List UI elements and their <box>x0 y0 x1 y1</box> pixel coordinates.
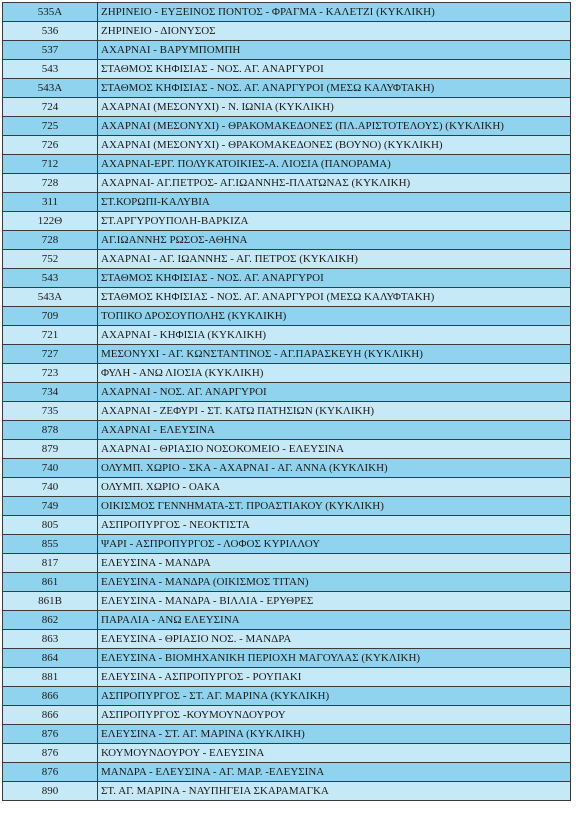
route-description: ΑΧΑΡΝΑΙ - ΖΕΦΥΡΙ - ΣΤ. ΚΑΤΩ ΠΑΤΗΣΙΩΝ (ΚΥΚΛΙΚΗ) <box>98 402 571 421</box>
route-number: 726 <box>3 136 98 155</box>
route-number: 740 <box>3 459 98 478</box>
route-number: 740 <box>3 478 98 497</box>
route-number: 861Β <box>3 592 98 611</box>
route-number: 721 <box>3 326 98 345</box>
route-description: ΟΛΥΜΠ. ΧΩΡΙΟ - ΟΑΚΑ <box>98 478 571 497</box>
table-row <box>3 269 571 288</box>
table-row <box>3 668 571 687</box>
table-row <box>3 687 571 706</box>
table-row <box>3 554 571 573</box>
table-row <box>3 345 571 364</box>
table-row <box>3 706 571 725</box>
route-number: 855 <box>3 535 98 554</box>
route-description: ΣΤΑΘΜΟΣ ΚΗΦΙΣΙΑΣ - ΝΟΣ. ΑΓ. ΑΝΑΡΓΥΡΟΙ (ΜΕΣΩ ΚΑΛΥΦΤΑΚΗ) <box>98 288 571 307</box>
route-description: ΤΟΠΙΚΟ ΔΡΟΣΟΥΠΟΛΗΣ (ΚΥΚΛΙΚΗ) <box>98 307 571 326</box>
route-description: ΑΧΑΡΝΑΙ - ΒΑΡΥΜΠΟΜΠΗ <box>98 41 571 60</box>
route-number: 817 <box>3 554 98 573</box>
table-row <box>3 440 571 459</box>
table-row <box>3 497 571 516</box>
route-description: ΕΛΕΥΣΙΝΑ - ΜΑΝΔΡΑ - ΒΙΛΛΙΑ - ΕΡΥΘΡΕΣ <box>98 592 571 611</box>
route-number: 863 <box>3 630 98 649</box>
route-number: 862 <box>3 611 98 630</box>
route-description: ΕΛΕΥΣΙΝΑ - ΜΑΝΔΡΑ <box>98 554 571 573</box>
table-row <box>3 79 571 98</box>
route-description: ΑΧΑΡΝΑΙ - ΚΗΦΙΣΙΑ (ΚΥΚΛΙΚΗ) <box>98 326 571 345</box>
route-description: ΑΧΑΡΝΑΙ - ΝΟΣ. ΑΓ. ΑΝΑΡΓΥΡΟΙ <box>98 383 571 402</box>
table-row <box>3 782 571 801</box>
route-number: 536 <box>3 22 98 41</box>
route-number: 723 <box>3 364 98 383</box>
route-number: 752 <box>3 250 98 269</box>
route-description: ΕΛΕΥΣΙΝΑ - ΣΤ. ΑΓ. ΜΑΡΙΝΑ (ΚΥΚΛΙΚΗ) <box>98 725 571 744</box>
route-number: 709 <box>3 307 98 326</box>
table-row <box>3 763 571 782</box>
route-description: ΖΗΡΙΝΕΙΟ - ΔΙΟΝΥΣΟΣ <box>98 22 571 41</box>
table-row <box>3 41 571 60</box>
route-description: ΖΗΡΙΝΕΙΟ - ΕΥΞΕΙΝΟΣ ΠΟΝΤΟΣ - ΦΡΑΓΜΑ - ΚΑΛΕΤΖΙ (ΚΥΚΛΙΚΗ) <box>98 3 571 22</box>
route-description: ΜΑΝΔΡΑ - ΕΛΕΥΣΙΝΑ - ΑΓ. ΜΑΡ. -ΕΛΕΥΣΙΝΑ <box>98 763 571 782</box>
table-row <box>3 212 571 231</box>
route-description: ΣΤΑΘΜΟΣ ΚΗΦΙΣΙΑΣ - ΝΟΣ. ΑΓ. ΑΝΑΡΓΥΡΟΙ (ΜΕΣΩ ΚΑΛΥΦΤΑΚΗ) <box>98 79 571 98</box>
table-row <box>3 98 571 117</box>
table-row <box>3 326 571 345</box>
route-number: 861 <box>3 573 98 592</box>
table-row <box>3 288 571 307</box>
route-description: ΟΛΥΜΠ. ΧΩΡΙΟ - ΣΚΑ - ΑΧΑΡΝΑΙ - ΑΓ. ΑΝΝΑ (ΚΥΚΛΙΚΗ) <box>98 459 571 478</box>
route-description: ΚΟΥΜΟΥΝΔΟΥΡΟΥ - ΕΛΕΥΣΙΝΑ <box>98 744 571 763</box>
table-row <box>3 60 571 79</box>
table-row <box>3 573 571 592</box>
route-number: 805 <box>3 516 98 535</box>
table-row <box>3 744 571 763</box>
route-description: ΑΧΑΡΝΑΙ- ΑΓ.ΠΕΤΡΟΣ- ΑΓ.ΙΩΑΝΝΗΣ-ΠΛΑΤΩΝΑΣ (ΚΥΚΛΙΚΗ) <box>98 174 571 193</box>
routes-table <box>2 2 571 801</box>
route-number: 734 <box>3 383 98 402</box>
route-description: ΑΣΠΡΟΠΥΡΓΟΣ - ΣΤ. ΑΓ. ΜΑΡΙΝΑ (ΚΥΚΛΙΚΗ) <box>98 687 571 706</box>
route-description: ΑΧΑΡΝΑΙ (ΜΕΣΟΝΥΧΙ) - ΘΡΑΚΟΜΑΚΕΔΟΝΕΣ (ΒΟΥΝΟ) (ΚΥΚΛΙΚΗ) <box>98 136 571 155</box>
table-row <box>3 174 571 193</box>
route-number: 537 <box>3 41 98 60</box>
route-number: 728 <box>3 231 98 250</box>
table-row <box>3 611 571 630</box>
route-description: ΑΣΠΡΟΠΥΡΓΟΣ - ΝΕΟΚΤΙΣΤΑ <box>98 516 571 535</box>
route-description: ΟΙΚΙΣΜΟΣ ΓΕΝΝΗΜΑΤΑ-ΣΤ. ΠΡΟΑΣΤΙΑΚΟΥ (ΚΥΚΛΙΚΗ) <box>98 497 571 516</box>
route-description: ΑΧΑΡΝΑΙ - ΘΡΙΑΣΙΟ ΝΟΣΟΚΟΜΕΙΟ - ΕΛΕΥΣΙΝΑ <box>98 440 571 459</box>
route-number: 543 <box>3 60 98 79</box>
route-description: ΕΛΕΥΣΙΝΑ - ΜΑΝΔΡΑ (ΟΙΚΙΣΜΟΣ ΤΙΤΑΝ) <box>98 573 571 592</box>
route-number: 543Α <box>3 79 98 98</box>
table-row <box>3 725 571 744</box>
route-number: 866 <box>3 687 98 706</box>
route-number: 728 <box>3 174 98 193</box>
route-description: ΦΥΛΗ - ΑΝΩ ΛΙΟΣΙΑ (ΚΥΚΛΙΚΗ) <box>98 364 571 383</box>
route-description: ΜΕΣΟΝΥΧΙ - ΑΓ. ΚΩΝΣΤΑΝΤΙΝΟΣ - ΑΓ.ΠΑΡΑΣΚΕΥΗ (ΚΥΚΛΙΚΗ) <box>98 345 571 364</box>
table-row <box>3 231 571 250</box>
table-row <box>3 421 571 440</box>
table-row <box>3 136 571 155</box>
route-number: 864 <box>3 649 98 668</box>
route-description: ΑΧΑΡΝΑΙ-ΕΡΓ. ΠΟΛΥΚΑΤΟΙΚΙΕΣ-Α. ΛΙΟΣΙΑ (ΠΑΝΟΡΑΜΑ) <box>98 155 571 174</box>
route-number: 878 <box>3 421 98 440</box>
route-number: 879 <box>3 440 98 459</box>
route-number: 543 <box>3 269 98 288</box>
route-description: ΑΧΑΡΝΑΙ - ΕΛΕΥΣΙΝΑ <box>98 421 571 440</box>
route-description: ΑΓ.ΙΩΑΝΝΗΣ ΡΩΣΟΣ-ΑΘΗΝΑ <box>98 231 571 250</box>
table-row <box>3 383 571 402</box>
route-description: ΕΛΕΥΣΙΝΑ - ΒΙΟΜΗΧΑΝΙΚΗ ΠΕΡΙΟΧΗ ΜΑΓΟΥΛΑΣ (ΚΥΚΛΙΚΗ) <box>98 649 571 668</box>
table-row <box>3 193 571 212</box>
route-description: ΣΤ.ΚΟΡΩΠΙ-ΚΑΛΥΒΙΑ <box>98 193 571 212</box>
route-number: 543Α <box>3 288 98 307</box>
route-description: ΕΛΕΥΣΙΝΑ - ΘΡΙΑΣΙΟ ΝΟΣ. - ΜΑΝΔΡΑ <box>98 630 571 649</box>
route-number: 890 <box>3 782 98 801</box>
route-description: ΑΣΠΡΟΠΥΡΓΟΣ -ΚΟΥΜΟΥΝΔΟΥΡΟΥ <box>98 706 571 725</box>
routes-table-body <box>3 3 571 801</box>
table-row <box>3 402 571 421</box>
table-row <box>3 649 571 668</box>
table-row <box>3 459 571 478</box>
route-number: 311 <box>3 193 98 212</box>
table-row <box>3 592 571 611</box>
route-number: 881 <box>3 668 98 687</box>
table-row <box>3 3 571 22</box>
route-description: ΣΤΑΘΜΟΣ ΚΗΦΙΣΙΑΣ - ΝΟΣ. ΑΓ. ΑΝΑΡΓΥΡΟΙ <box>98 60 571 79</box>
table-row <box>3 307 571 326</box>
table-row <box>3 630 571 649</box>
route-number: 866 <box>3 706 98 725</box>
route-description: ΑΧΑΡΝΑΙ - ΑΓ. ΙΩΑΝΝΗΣ - ΑΓ. ΠΕΤΡΟΣ (ΚΥΚΛΙΚΗ) <box>98 250 571 269</box>
route-description: ΣΤ. ΑΓ. ΜΑΡΙΝΑ - ΝΑΥΠΗΓΕΙΑ ΣΚΑΡΑΜΑΓΚΑ <box>98 782 571 801</box>
route-number: 122Θ <box>3 212 98 231</box>
route-description: ΠΑΡΑΛΙΑ - ΑΝΩ ΕΛΕΥΣΙΝΑ <box>98 611 571 630</box>
route-number: 876 <box>3 763 98 782</box>
route-description: ΑΧΑΡΝΑΙ (ΜΕΣΟΝΥΧΙ) - ΘΡΑΚΟΜΑΚΕΔΟΝΕΣ (ΠΛ.ΑΡΙΣΤΟΤΕΛΟΥΣ) (ΚΥΚΛΙΚΗ) <box>98 117 571 136</box>
route-number: 725 <box>3 117 98 136</box>
route-number: 727 <box>3 345 98 364</box>
route-number: 535Α <box>3 3 98 22</box>
route-number: 876 <box>3 725 98 744</box>
route-number: 749 <box>3 497 98 516</box>
route-description: ΑΧΑΡΝΑΙ (ΜΕΣΟΝΥΧΙ) - Ν. ΙΩΝΙΑ (ΚΥΚΛΙΚΗ) <box>98 98 571 117</box>
table-row <box>3 516 571 535</box>
route-description: ΨΑΡΙ - ΑΣΠΡΟΠΥΡΓΟΣ - ΛΟΦΟΣ ΚΥΡΙΛΛΟΥ <box>98 535 571 554</box>
table-row <box>3 22 571 41</box>
route-number: 712 <box>3 155 98 174</box>
route-number: 876 <box>3 744 98 763</box>
route-description: ΣΤΑΘΜΟΣ ΚΗΦΙΣΙΑΣ - ΝΟΣ. ΑΓ. ΑΝΑΡΓΥΡΟΙ <box>98 269 571 288</box>
table-row <box>3 478 571 497</box>
table-row <box>3 535 571 554</box>
route-number: 735 <box>3 402 98 421</box>
table-row <box>3 364 571 383</box>
table-row <box>3 117 571 136</box>
table-row <box>3 250 571 269</box>
route-number: 724 <box>3 98 98 117</box>
route-description: ΕΛΕΥΣΙΝΑ - ΑΣΠΡΟΠΥΡΓΟΣ - ΡΟΥΠΑΚΙ <box>98 668 571 687</box>
table-row <box>3 155 571 174</box>
route-description: ΣΤ.ΑΡΓΥΡΟΥΠΟΛΗ-ΒΑΡΚΙΖΑ <box>98 212 571 231</box>
